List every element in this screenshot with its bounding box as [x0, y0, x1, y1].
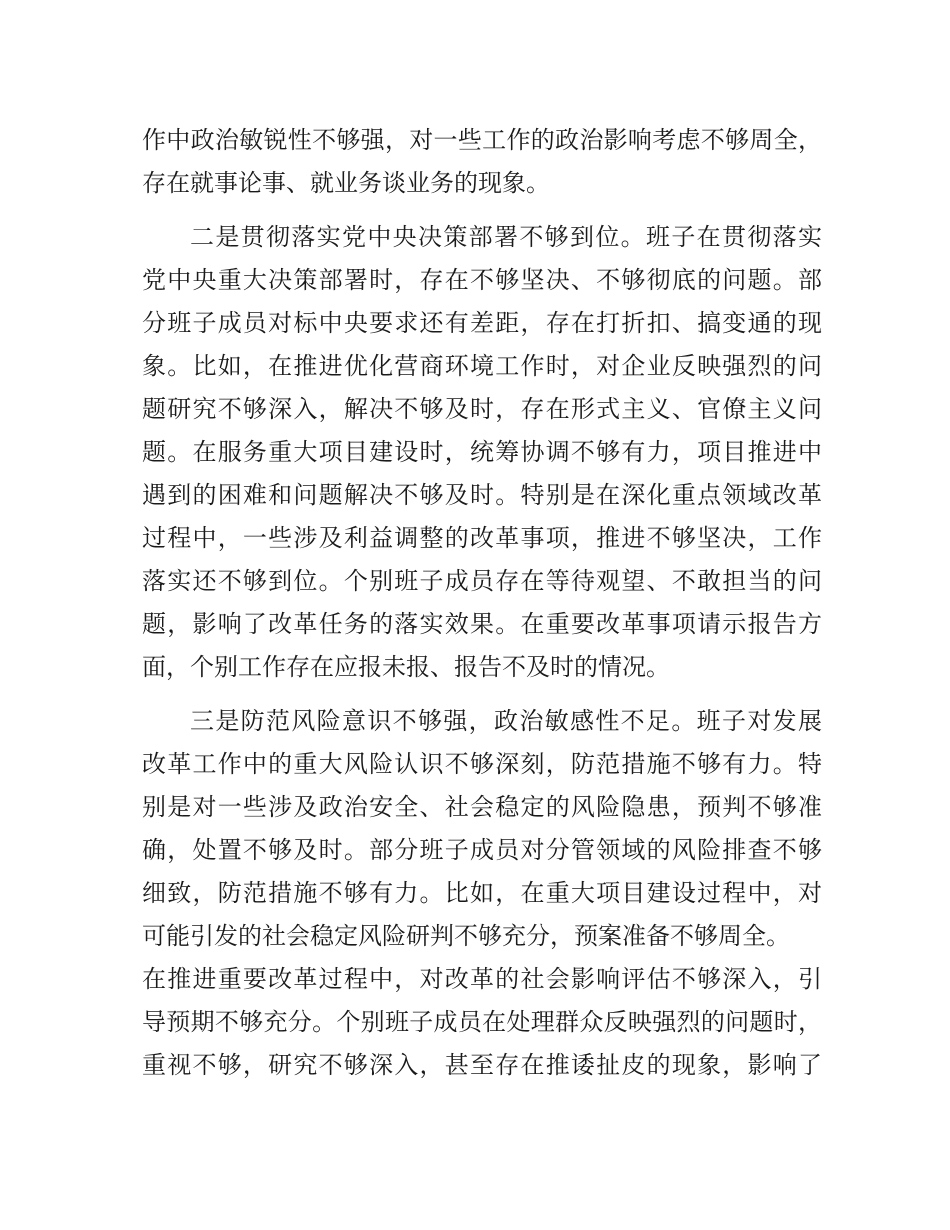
- paragraph-3-line-2: 改革工作中的重大风险认识不够深刻，防范措施不够有力。特: [142, 750, 822, 778]
- paragraph-1-line-2: 存在就事论事、就业务谈业务的现象。: [142, 169, 550, 197]
- paragraph-3-line-1: 三是防范风险意识不够强，政治敏感性不足。班子对发展: [190, 707, 822, 735]
- paragraph-2-line-4: 象。比如，在推进优化营商环境工作时，对企业反映强烈的问: [142, 352, 822, 380]
- paragraph-3-line-8: 导预期不够充分。个别班子成员在处理群众反映强烈的问题时，: [142, 1008, 822, 1036]
- paragraph-2-line-9: 落实还不够到位。个别班子成员存在等待观望、不敢担当的问: [142, 567, 822, 595]
- paragraph-2-line-1: 二是贯彻落实党中央决策部署不够到位。班子在贯彻落实: [190, 223, 822, 251]
- paragraph-2-line-2: 党中央重大决策部署时，存在不够坚决、不够彻底的问题。部: [142, 266, 822, 294]
- paragraph-2-line-5: 题研究不够深入，解决不够及时，存在形式主义、官僚主义问: [142, 395, 822, 423]
- paragraph-1-line-1: 作中政治敏锐性不够强，对一些工作的政治影响考虑不够周全，: [142, 126, 822, 154]
- paragraph-2-line-6: 题。在服务重大项目建设时，统筹协调不够有力，项目推进中: [142, 438, 822, 466]
- paragraph-2-line-8: 过程中，一些涉及利益调整的改革事项，推进不够坚决，工作: [142, 524, 822, 552]
- paragraph-2-line-11: 面，个别工作存在应报未报、报告不及时的情况。: [142, 653, 670, 681]
- paragraph-3-line-7: 在推进重要改革过程中，对改革的社会影响评估不够深入，引: [142, 965, 822, 993]
- paragraph-3-line-6: 可能引发的社会稳定风险研判不够充分，预案准备不够周全。: [142, 922, 790, 950]
- paragraph-3-line-5: 细致，防范措施不够有力。比如，在重大项目建设过程中，对: [142, 879, 822, 907]
- paragraph-2-line-7: 遇到的困难和问题解决不够及时。特别是在深化重点领域改革: [142, 481, 822, 509]
- paragraph-3-line-9: 重视不够，研究不够深入，甚至存在推诿扯皮的现象，影响了: [142, 1051, 822, 1079]
- paragraph-3-line-4: 确，处置不够及时。部分班子成员对分管领域的风险排查不够: [142, 836, 822, 864]
- paragraph-2-line-3: 分班子成员对标中央要求还有差距，存在打折扣、搞变通的现: [142, 309, 822, 337]
- paragraph-2-line-10: 题，影响了改革任务的落实效果。在重要改革事项请示报告方: [142, 610, 822, 638]
- paragraph-3-line-3: 别是对一些涉及政治安全、社会稳定的风险隐患，预判不够准: [142, 793, 822, 821]
